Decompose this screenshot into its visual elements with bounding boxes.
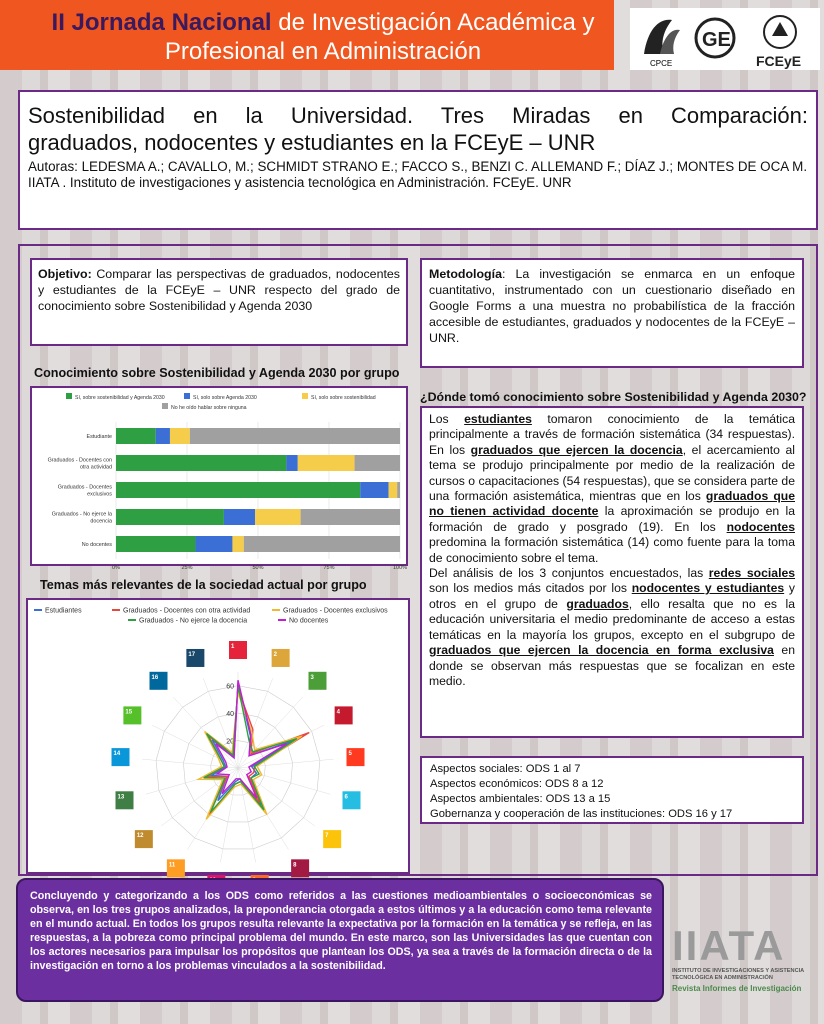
bar-chart [32, 388, 408, 571]
ods-number: 4 [336, 709, 340, 716]
where-heading: ¿Dónde tomó conocimiento sobre Sostenibilidad y Agenda 2030? [420, 390, 807, 404]
x-tick-label: 25% [181, 565, 193, 571]
bar-segment [116, 455, 286, 471]
ods-number: 15 [125, 709, 133, 716]
bar-segment [286, 455, 297, 471]
aspecto-item: Aspectos económicos: ODS 8 a 12 [430, 778, 604, 790]
ods-number: 6 [344, 794, 348, 801]
legend-swatch [66, 393, 72, 399]
radar-spoke [238, 678, 273, 768]
bar-segment [170, 428, 190, 444]
poster-title: Sostenibilidad en la Universidad. Tres Miradas en Comparación: graduados, nodocentes y estudiantes en la FCEyE – UNR [28, 103, 808, 155]
category-label: exclusivos [87, 491, 112, 498]
svg-text:FCEyE: FCEyE [756, 53, 802, 69]
bar-segment [298, 455, 355, 471]
aspectos-box [420, 756, 804, 824]
x-tick-label: 75% [323, 565, 335, 571]
bar-segment [301, 509, 400, 525]
legend-label: Graduados - Docentes con otra actividad [123, 607, 251, 615]
ods-number: 14 [113, 751, 121, 758]
ods-number: 16 [151, 674, 159, 681]
category-label: Estudiante [86, 434, 112, 440]
ods-number: 2 [273, 651, 277, 658]
bar-segment [156, 428, 170, 444]
bar-segment [116, 482, 360, 498]
bar-chart-heading: Conocimiento sobre Sostenibilidad y Agenda 2030 por grupo [34, 366, 400, 380]
aspecto-item: Aspectos ambientales: ODS 13 a 15 [430, 793, 611, 805]
objetivo-box: Objetivo: Comparar las perspectivas de graduados, nodocentes y estudiantes de la FCEyE – UNR respecto del grado de conocimiento sobre Sostenibilidad y Agenda 2030 [30, 258, 408, 346]
legend-label: Sí, sobre sostenibilidad y Agenda 2030 [75, 395, 165, 401]
category-label: Graduados - Docentes [57, 484, 112, 491]
bar-segment [355, 455, 400, 471]
bar-chart-panel [30, 386, 408, 571]
bar-segment [190, 428, 400, 444]
legend-swatch [162, 403, 168, 409]
r-tick-label: 60 [226, 683, 234, 691]
legend-label: Sí, solo sobre sostenibilidad [311, 395, 376, 401]
category-label: No docentes [81, 542, 112, 548]
aspecto-item: Aspectos sociales: ODS 1 al 7 [430, 763, 581, 775]
conclusion-box: Concluyendo y categorizando a los ODS como referidos a las cuestiones medioambientales o socioeconómicas se observa, en los tres grupos analizados, la preponderancia otorgada a estos últimos y a la educación como tema relevante en el mundo actual. En todos los grupos resulta relevante la expectativa por la formación en la temática y se refleja, en las respuestas, a la pobreza como principal problema del mundo. En este marco, son las Universidades las que cuentan con los actores necesarios para impulsar los propósitos que plantean los ODS, ya sea a través de la formación directa o de la investigación en torno a los problemas vinculados a la sostenibilidad. [16, 878, 664, 1002]
radar-chart-heading: Temas más relevantes de la sociedad actual por grupo [40, 578, 367, 592]
aspecto-item: Gobernanza y cooperación de las instituciones: ODS 16 y 17 [430, 808, 733, 820]
ods-number: 5 [348, 751, 352, 758]
iiata-logo: IIATA INSTITUTO DE INVESTIGACIONES Y ASISTENCIA TECNOLÓGICA EN ADMINISTRACIÓN Revista Informes de Investigación [672, 922, 804, 993]
legend-swatch [302, 393, 308, 399]
ods-number: 17 [188, 651, 196, 658]
bar-segment [255, 509, 300, 525]
bar-segment [116, 428, 156, 444]
radar-chart [28, 600, 408, 872]
x-tick-label: 0% [112, 565, 120, 571]
header-banner [0, 0, 614, 70]
svg-text:CPCE: CPCE [650, 59, 673, 68]
legend-label: Sí, solo sobre Agenda 2030 [193, 395, 257, 401]
bar-segment [116, 509, 224, 525]
bar-segment [116, 536, 196, 552]
category-label: docencia [90, 518, 112, 525]
ods-number: 3 [310, 674, 314, 681]
r-tick-label: 40 [226, 711, 234, 719]
category-label: otra actividad [79, 464, 112, 471]
where-box [420, 406, 804, 738]
radar-chart-panel [26, 598, 410, 874]
legend-label: No he oído hablar sobre ninguna [171, 405, 247, 411]
bar-segment [224, 509, 255, 525]
bar-segment [360, 482, 388, 498]
category-label: Graduados - No ejerce la [51, 511, 112, 518]
ods-number: 13 [117, 794, 125, 801]
ods-number: 8 [293, 862, 297, 869]
authors: Autoras: LEDESMA A.; CAVALLO, M.; SCHMIDT STRANO E.; FACCO S., BENZI C. ALLEMAND F.; DÍAZ J.; MONTES DE OCA M. [28, 159, 808, 174]
svg-text:GE: GE [702, 29, 731, 51]
where-paragraph-1: Los estudiantes tomaron conocimiento de la temática principalmente a través de formación sistemática (34 respuestas). En los graduados que ejercen la docencia, el acercamiento al tema se produjo principalmente por medio de la realización de cursos o capacitaciones (54 respuestas), que se considera parte de una formación asistemática, mientras que en los graduados que no tienen actividad docente la aproximación se produjo en la formación de grado y posgrado (19). En los nodocentes predomina la formación sistemática (14) como fuente para la toma de conocimiento sobre el tema. [429, 412, 796, 565]
x-tick-label: 50% [252, 565, 264, 571]
institute: IIATA . Instituto de investigaciones y asistencia tecnológica en Administración. FCEyE. UNR [28, 175, 572, 190]
legend-label: No docentes [289, 617, 329, 625]
category-label: Graduados - Docentes con [47, 457, 112, 464]
ods-number: 1 [231, 644, 235, 650]
bar-segment [397, 482, 400, 498]
bar-segment [196, 536, 233, 552]
bar-segment [232, 536, 243, 552]
title-panel [18, 90, 818, 230]
ods-number: 11 [168, 862, 176, 869]
institution-logos [630, 8, 820, 70]
ods-number: 12 [136, 833, 144, 840]
bar-segment [389, 482, 398, 498]
legend-label: Graduados - Docentes exclusivos [283, 607, 388, 615]
event-title: II Jornada Nacional de Investigación Académica y Profesional en Administración [51, 9, 595, 65]
legend-label: Estudiantes [45, 607, 82, 615]
legend-swatch [184, 393, 190, 399]
legend-label: Graduados - No ejerce la docencia [139, 617, 248, 625]
ods-number: 7 [325, 833, 329, 840]
r-tick-label: 20 [226, 738, 234, 746]
x-tick-label: 100% [392, 565, 408, 571]
bar-segment [244, 536, 400, 552]
where-paragraph-2: Del análisis de los 3 conjuntos encuestados, las redes sociales son los medios más citados por los nodocentes y estudiantes y otros en el grupo de graduados, ello resalta que no es la educación universitaria el medio predominante de acceso a estas temáticas en la mayoría los grupos, excepto en el subgrupo de graduados que ejercen la docencia en forma exclusiva en donde se observan más respuestas que se focalizan en este medio. [429, 566, 796, 688]
metodologia-box: Metodología: La investigación se enmarca en un enfoque cuantitativo, instrumentado con un cuestionario diseñado en Google Forms a una muestra no probabilística de la fracción accesible de estudiantes, graduados y nodocentes de la FCEyE – UNR. [420, 258, 804, 368]
